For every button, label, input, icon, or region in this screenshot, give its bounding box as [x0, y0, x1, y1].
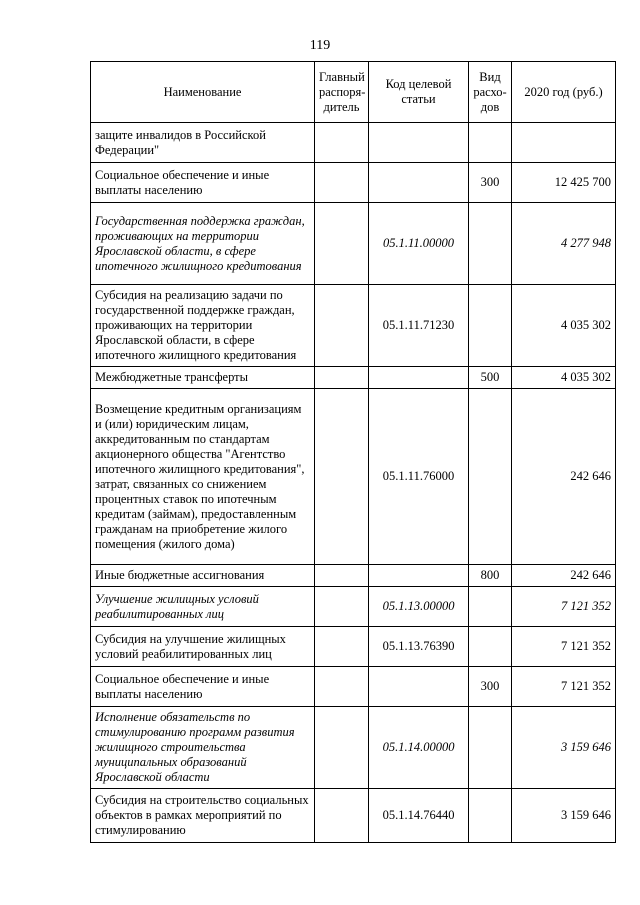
- row-expense-type-cell: 300: [469, 667, 512, 707]
- row-expense-type-cell: [469, 285, 512, 367]
- row-amount-cell: 7 121 352: [512, 587, 616, 627]
- header-expense-type: Вид расхо- дов: [469, 62, 512, 123]
- row-amount-cell: 4 035 302: [512, 367, 616, 389]
- row-name-cell: Социальное обеспечение и иные выплаты населению: [91, 163, 315, 203]
- row-target-code-cell: 05.1.14.76440: [369, 789, 469, 843]
- row-name-cell: Возмещение кредитным организациям и (или) юридическим лицам, аккредитованным по стандартам акционерного общества "Агентство ипотечного жилищного кредитования", затрат, связанных со снижением процентных ставок по ипотечным кредитам (займам), предоставленным гражданам на приобретение жилого помещения (жилого дома): [91, 389, 315, 565]
- row-name-cell: Социальное обеспечение и иные выплаты населению: [91, 667, 315, 707]
- page-number: 119: [309, 38, 331, 53]
- row-target-code-cell: 05.1.13.76390: [369, 627, 469, 667]
- header-target-code: Код целевой статьи: [369, 62, 469, 123]
- row-target-code-cell: 05.1.11.71230: [369, 285, 469, 367]
- row-administrator-cell: [315, 123, 369, 163]
- row-administrator-cell: [315, 163, 369, 203]
- row-target-code-cell: 05.1.11.76000: [369, 389, 469, 565]
- row-expense-type-cell: 800: [469, 565, 512, 587]
- row-amount-cell: 242 646: [512, 565, 616, 587]
- row-name-cell: Субсидия на улучшение жилищных условий реабилитированных лиц: [91, 627, 315, 667]
- row-expense-type-cell: [469, 789, 512, 843]
- table-row: [91, 203, 616, 285]
- row-target-code-cell: 05.1.11.00000: [369, 203, 469, 285]
- table-row: [91, 123, 616, 163]
- row-target-code-cell: [369, 163, 469, 203]
- row-administrator-cell: [315, 367, 369, 389]
- row-expense-type-cell: 300: [469, 163, 512, 203]
- row-expense-type-cell: [469, 389, 512, 565]
- row-name-cell: Субсидия на строительство социальных объектов в рамках мероприятий по стимулированию: [91, 789, 315, 843]
- row-administrator-cell: [315, 203, 369, 285]
- row-target-code-cell: 05.1.14.00000: [369, 707, 469, 789]
- row-administrator-cell: [315, 587, 369, 627]
- row-name-cell: Исполнение обязательств по стимулированию программ развития жилищного строительства муниципальных образований Ярославской области: [91, 707, 315, 789]
- table-row: [91, 367, 616, 389]
- header-name: Наименование: [91, 62, 315, 123]
- row-amount-cell: 3 159 646: [512, 789, 616, 843]
- row-administrator-cell: [315, 627, 369, 667]
- row-expense-type-cell: 500: [469, 367, 512, 389]
- row-administrator-cell: [315, 565, 369, 587]
- table-row: [91, 707, 616, 789]
- row-administrator-cell: [315, 789, 369, 843]
- budget-table: [90, 61, 616, 843]
- table-row: [91, 389, 616, 565]
- row-amount-cell: [512, 123, 616, 163]
- table-header-row: [91, 62, 616, 123]
- row-administrator-cell: [315, 285, 369, 367]
- row-expense-type-cell: [469, 587, 512, 627]
- row-name-cell: Улучшение жилищных условий реабилитированных лиц: [91, 587, 315, 627]
- row-name-cell: Государственная поддержка граждан, проживающих на территории Ярославской области, в сфере ипотечного жилищного кредитования: [91, 203, 315, 285]
- table-row: [91, 667, 616, 707]
- table-row: [91, 565, 616, 587]
- row-amount-cell: 7 121 352: [512, 667, 616, 707]
- row-name-cell: защите инвалидов в Российской Федерации": [91, 123, 315, 163]
- row-target-code-cell: [369, 123, 469, 163]
- row-target-code-cell: 05.1.13.00000: [369, 587, 469, 627]
- row-amount-cell: 4 035 302: [512, 285, 616, 367]
- row-target-code-cell: [369, 367, 469, 389]
- table-row: [91, 285, 616, 367]
- row-amount-cell: 3 159 646: [512, 707, 616, 789]
- header-administrator: Главный распоря- дитель: [315, 62, 369, 123]
- row-expense-type-cell: [469, 627, 512, 667]
- row-name-cell: Иные бюджетные ассигнования: [91, 565, 315, 587]
- row-amount-cell: 12 425 700: [512, 163, 616, 203]
- row-target-code-cell: [369, 667, 469, 707]
- row-target-code-cell: [369, 565, 469, 587]
- row-name-cell: Субсидия на реализацию задачи по государственной поддержке граждан, проживающих на территории Ярославской области, в сфере ипотечного жилищного кредитования: [91, 285, 315, 367]
- row-administrator-cell: [315, 389, 369, 565]
- row-expense-type-cell: [469, 707, 512, 789]
- row-administrator-cell: [315, 707, 369, 789]
- row-amount-cell: 4 277 948: [512, 203, 616, 285]
- row-administrator-cell: [315, 667, 369, 707]
- row-name-cell: Межбюджетные трансферты: [91, 367, 315, 389]
- table-row: [91, 789, 616, 843]
- table-row: [91, 587, 616, 627]
- row-expense-type-cell: [469, 123, 512, 163]
- header-amount: 2020 год (руб.): [512, 62, 616, 123]
- row-amount-cell: 7 121 352: [512, 627, 616, 667]
- row-expense-type-cell: [469, 203, 512, 285]
- table-row: [91, 163, 616, 203]
- table-row: [91, 627, 616, 667]
- row-amount-cell: 242 646: [512, 389, 616, 565]
